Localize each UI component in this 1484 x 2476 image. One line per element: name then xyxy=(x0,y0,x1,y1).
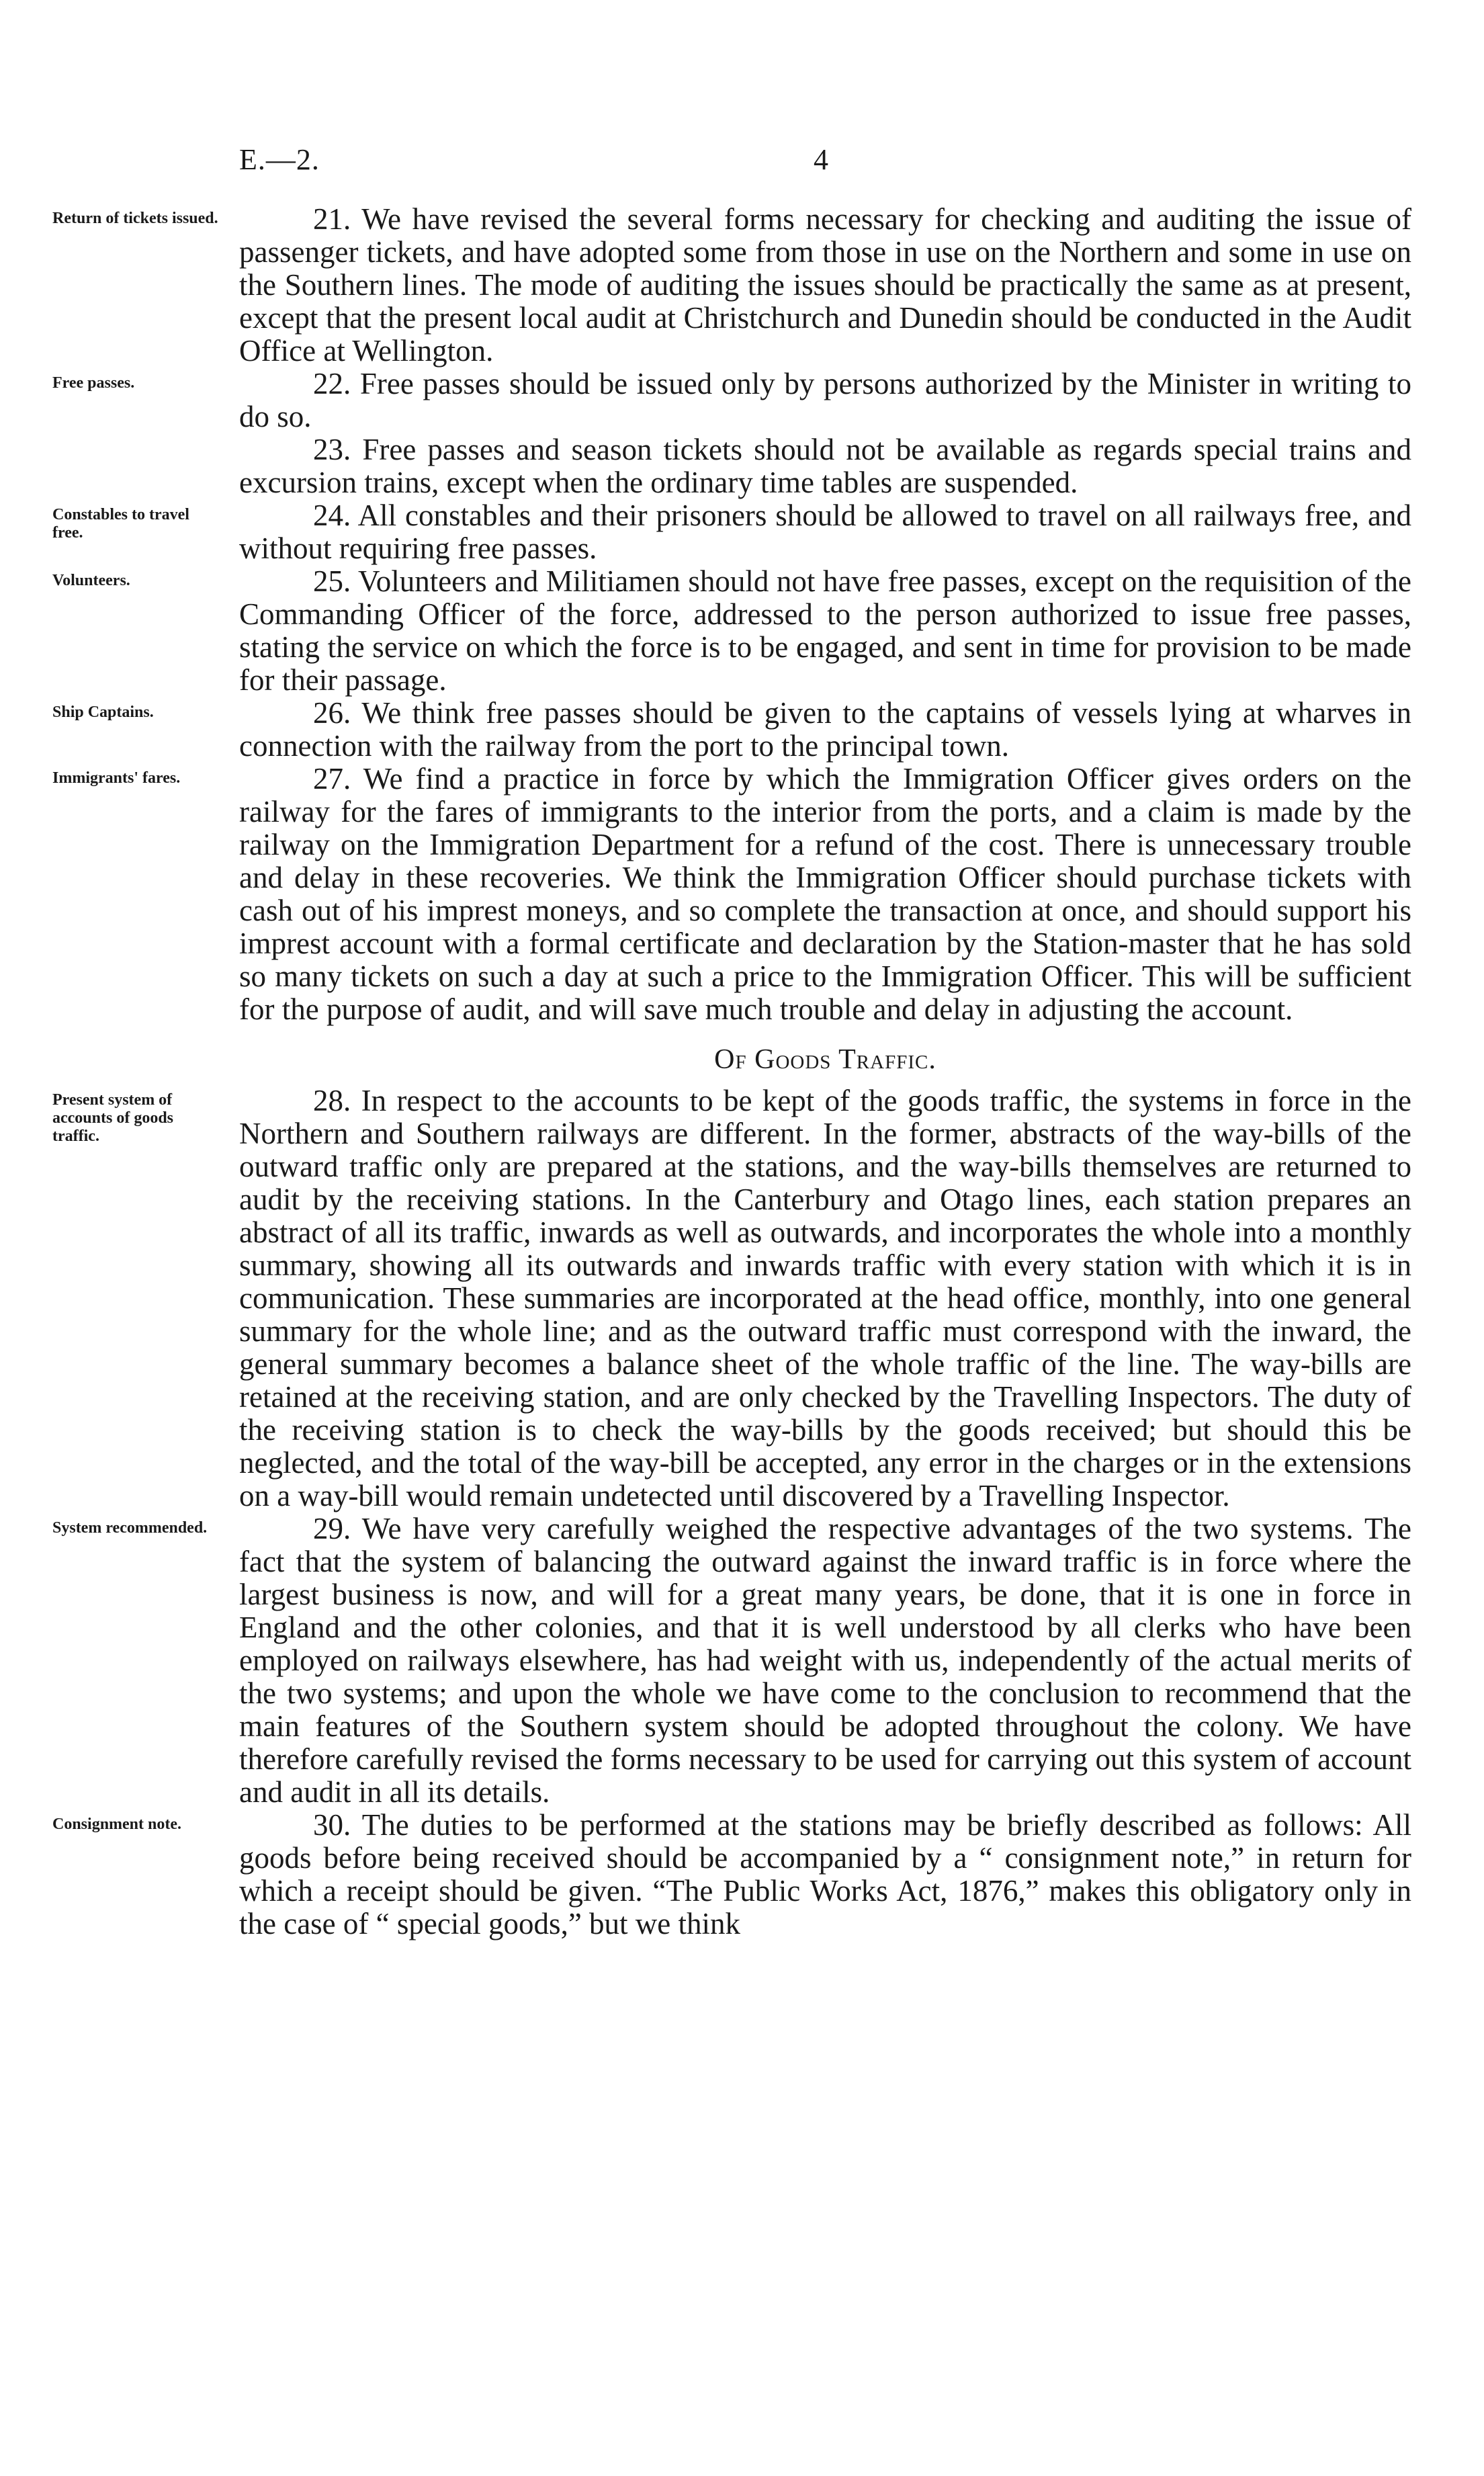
paragraph-27 xyxy=(52,762,1411,1026)
paragraph-25 xyxy=(52,564,1411,697)
paragraph-21 xyxy=(52,202,1411,368)
paragraph-23 xyxy=(239,433,1411,499)
paragraph-26-text: 26. We think free passes should be given to the captains of vessels lying at wharves in connection with the railway from the port to the principal town. xyxy=(239,696,1411,763)
paragraph-29-text: 29. We have very carefully weighed the respective advantages of the two systems. The fact that the system of balancing the outward against the inward traffic is in force where the largest business is now, and will for a great many years, be done, that it is one in force in England and the other colonies, and that it is well understood by all clerks who have been employed on railways elsewhere, has had weight with us, independently of the actual merits of the two systems; and upon the whole we have come to the conclusion to recommend that the main features of the Southern system should be adopted throughout the colony. We have therefore carefully revised the forms necessary to be used for carrying out this system of account and audit in all its details. xyxy=(239,1512,1411,1809)
paragraph-22-text: 22. Free passes should be issued only by persons authorized by the Minister in writing to do so. xyxy=(239,367,1411,433)
paragraph-30 xyxy=(52,1808,1411,1940)
body-text xyxy=(52,202,1411,1940)
margin-note-return-of-tickets: Return of tickets issued. xyxy=(52,210,218,227)
paragraph-21-text: 21. We have revised the several forms necessary for checking and auditing the issue of passenger tickets, and have adopted some from those in use on the Northern and some in use on the Southern lines. The mode of auditing the issues should be practically the same as at present, except that the present local audit at Christchurch and Dunedin should be conducted in the Audit Office at Wellington. xyxy=(239,202,1411,368)
section-heading: Of Goods Traffic. xyxy=(714,1044,936,1075)
paragraph-28-text: 28. In respect to the accounts to be kept of the goods traffic, the systems in force in the Northern and Southern railways are different. In the former, abstracts of the way-bills of the outward traffic only are prepared at the stations, and the way-bills themselves are returned to audit by the receiving stations. In the Canterbury and Otago lines, each station prepares an abstract of all its traffic, inwards as well as outwards, and incorporates the whole into a monthly summary, showing all its outwards and inwards traffic with every station with which it is in communication. These summaries are incorporated at the head office, monthly, into one general summary for the whole line; and as the outward traffic must correspond with the inward, the general summary becomes a balance sheet of the whole traffic of the line. The way-bills are retained at the receiving station, and are only checked by the Travelling Inspectors. The duty of the receiving station is to check the way-bills by the goods received; but should this be neglected, and the total of the way-bill be accepted, any error in the charges or in the extensions on a way-bill would remain undetected until discovered by a Travelling Inspector. xyxy=(239,1084,1411,1512)
margin-note-present-system: Present system of accounts of goods traffic. xyxy=(52,1091,174,1145)
paragraph-22 xyxy=(52,367,1411,433)
margin-note-ship-captains: Ship Captains. xyxy=(52,703,154,721)
paragraph-30-text: 30. The duties to be performed at the stations may be briefly described as follows: All goods before being received should be accompanied by a “ consignment note,” in return for which a receipt should be given. “The Public Works Act, 1876,” makes this obligatory only in the case of “ special goods,” but we think xyxy=(239,1808,1411,1940)
margin-note-system-recommended: System recommended. xyxy=(52,1519,208,1537)
paragraph-23-text: 23. Free passes and season tickets should not be available as regards special trains and excursion trains, except when the ordinary time tables are suspended. xyxy=(239,433,1411,499)
margin-note-constables: Constables to travel free. xyxy=(52,506,189,542)
page-number: 4 xyxy=(814,143,828,176)
document-reference: E.—2. xyxy=(239,143,320,176)
margin-note-free-passes: Free passes. xyxy=(52,374,135,392)
margin-note-consignment-note: Consignment note. xyxy=(52,1816,182,1833)
paragraph-28 xyxy=(52,1084,1411,1512)
margin-note-immigrants-fares: Immigrants' fares. xyxy=(52,769,181,787)
paragraph-24 xyxy=(52,499,1411,565)
margin-note-volunteers: Volunteers. xyxy=(52,572,130,589)
paragraph-29 xyxy=(52,1512,1411,1809)
paragraph-25-text: 25. Volunteers and Militiamen should not have free passes, except on the requisition of the Commanding Officer of the force, addressed to the person authorized to issue free passes, stating the service on which the force is to be engaged, and sent in time for provision to be made for their passage. xyxy=(239,564,1411,697)
paragraph-24-text: 24. All constables and their prisoners should be allowed to travel on all railways free, and without requiring free passes. xyxy=(239,499,1411,565)
paragraph-26 xyxy=(52,696,1411,763)
paragraph-27-text: 27. We find a practice in force by which the Immigration Officer gives orders on the railway for the fares of immigrants to the interior from the ports, and a claim is made by the railway on the Immigration Department for a refund of the cost. There is unnecessary trouble and delay in these recoveries. We think the Immigration Officer should purchase tickets with cash out of his imprest moneys, and so complete the transaction at once, and should support his imprest account with a formal certificate and declaration by the Station-master that he has sold so many tickets on such a day at such a price to the Immigration Officer. This will be sufficient for the purpose of audit, and will save much trouble and delay in adjusting the account. xyxy=(239,762,1411,1026)
running-header xyxy=(239,142,1411,183)
